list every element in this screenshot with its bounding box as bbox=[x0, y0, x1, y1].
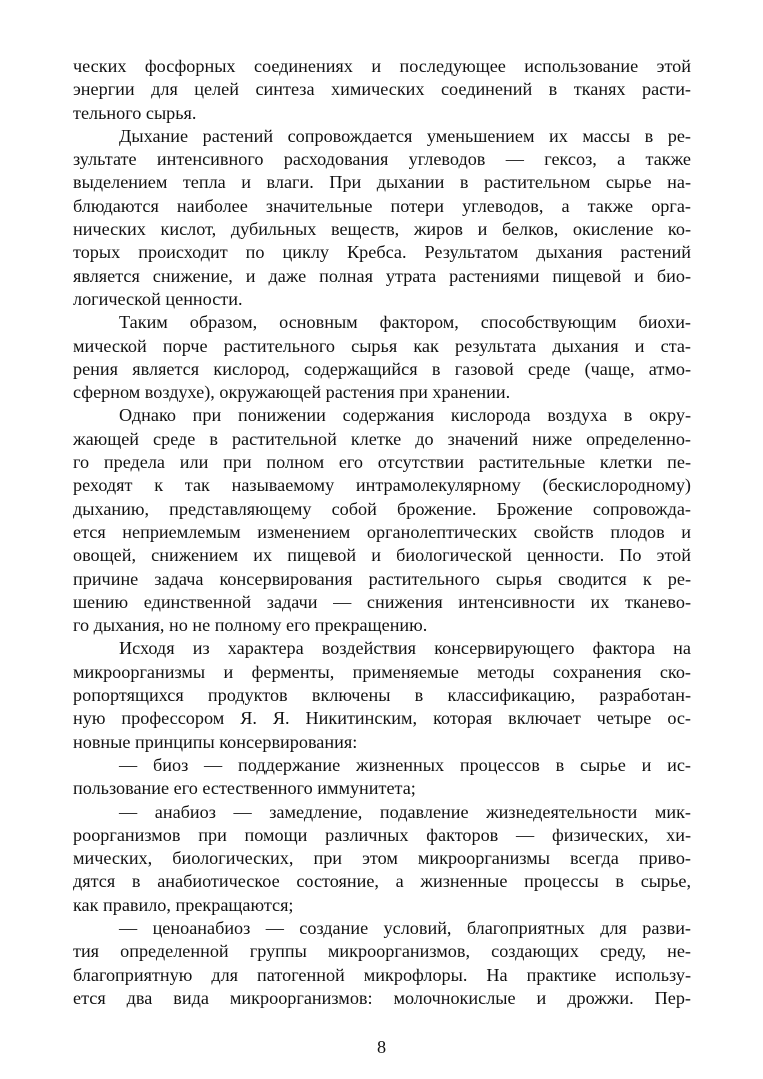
text-line: ную профессором Я. Я. Никитинским, которая включает четыре ос- bbox=[73, 708, 691, 729]
text-line: новные принципы консервирования: bbox=[73, 731, 358, 752]
text-line: дятся в анабиотическое состояние, а жизненные процессы в сырье, bbox=[73, 871, 691, 892]
text-line: мической порче растительного сырья как результата дыхания и ста- bbox=[73, 335, 691, 356]
text-line: ется два вида микроорганизмов: молочнокислые и дрожжи. Пер- bbox=[73, 987, 691, 1008]
text-line: Однако при понижении содержания кислорода воздуха в окру- bbox=[119, 405, 691, 426]
text-line: овощей, снижением их пищевой и биологической ценности. По этой bbox=[73, 545, 691, 566]
text-line: Дыхание растений сопровождается уменьшением их массы в ре- bbox=[119, 125, 691, 146]
text-line: является снижение, и даже полная утрата растениями пищевой и био- bbox=[73, 265, 691, 286]
text-line: ропортящихся продуктов включены в классификацию, разработан- bbox=[73, 685, 691, 706]
page-body bbox=[73, 55, 691, 1010]
paragraph bbox=[73, 637, 691, 753]
text-line: ется неприемлемым изменением органолептических свойств плодов и bbox=[73, 521, 691, 542]
text-line: рения является кислород, содержащийся в газовой среде (чаще, атмо- bbox=[73, 358, 691, 379]
text-line: шению единственной задачи — снижения интенсивности их тканево- bbox=[73, 591, 691, 612]
text-line: реходят к так называемому интрамолекулярному (бескислородному) bbox=[73, 475, 691, 496]
text-line: ческих фосфорных соединениях и последующее использование этой bbox=[73, 56, 691, 76]
text-line: — анабиоз — замедление, подавление жизнедеятельности мик- bbox=[119, 801, 691, 822]
text-line: дыханию, представляющему собой брожение. Брожение сопровожда- bbox=[73, 498, 691, 519]
text-line: — ценоанабиоз — создание условий, благоприятных для разви- bbox=[119, 917, 691, 938]
text-line: микроорганизмы и ферменты, применяемые методы сохранения ско- bbox=[73, 661, 691, 682]
page-number: 8 bbox=[376, 1037, 387, 1057]
paragraph bbox=[73, 917, 691, 1010]
text-line: энергии для целей синтеза химических соединений в тканях расти- bbox=[73, 79, 691, 100]
text-line: благоприятную для патогенной микрофлоры. На практике использу- bbox=[73, 964, 691, 985]
text-line: как правило, прекращаются; bbox=[73, 894, 294, 915]
text-line: выделением тепла и влаги. При дыхании в растительном сырье на- bbox=[73, 172, 691, 193]
paragraph bbox=[73, 754, 691, 801]
text-line: нических кислот, дубильных веществ, жиров и белков, окисление ко- bbox=[73, 219, 691, 240]
paragraph bbox=[73, 801, 691, 917]
text-line: сферном воздухе), окружающей растения при хранении. bbox=[73, 382, 511, 403]
text-line: пользование его естественного иммунитета; bbox=[73, 778, 416, 799]
text-line: жающей среде в растительной клетке до значений ниже определенно- bbox=[73, 428, 691, 449]
text-line: тельного сырья. bbox=[73, 102, 197, 123]
text-line: роорганизмов при помощи различных факторов — физических, хи- bbox=[73, 824, 691, 845]
text-line: логической ценности. bbox=[73, 288, 243, 309]
text-line: причине задача консервирования растительного сырья сводится к ре- bbox=[73, 568, 691, 589]
paragraph bbox=[73, 311, 691, 404]
paragraph bbox=[73, 404, 691, 637]
text-line: го дыхания, но не полному его прекращению. bbox=[73, 615, 428, 636]
text-line: мических, биологических, при этом микроорганизмы всегда приво- bbox=[73, 848, 691, 869]
text-line: го предела или при полном его отсутствии растительные клетки пе- bbox=[73, 452, 691, 473]
text-line: торых происходит по циклу Кребса. Результатом дыхания растений bbox=[73, 242, 691, 263]
text-line: Таким образом, основным фактором, способствующим биохи- bbox=[119, 312, 691, 333]
paragraph bbox=[73, 55, 691, 125]
text-line: зультате интенсивного расходования углеводов — гексоз, а также bbox=[73, 149, 691, 170]
text-line: Исходя из характера воздействия консервирующего фактора на bbox=[119, 638, 691, 659]
paragraph bbox=[73, 125, 691, 311]
text-line: — биоз — поддержание жизненных процессов в сырье и ис- bbox=[119, 754, 691, 775]
text-line: блюдаются наиболее значительные потери углеводов, а также орга- bbox=[73, 195, 691, 216]
text-line: тия определенной группы микроорганизмов, создающих среду, не- bbox=[73, 941, 691, 962]
